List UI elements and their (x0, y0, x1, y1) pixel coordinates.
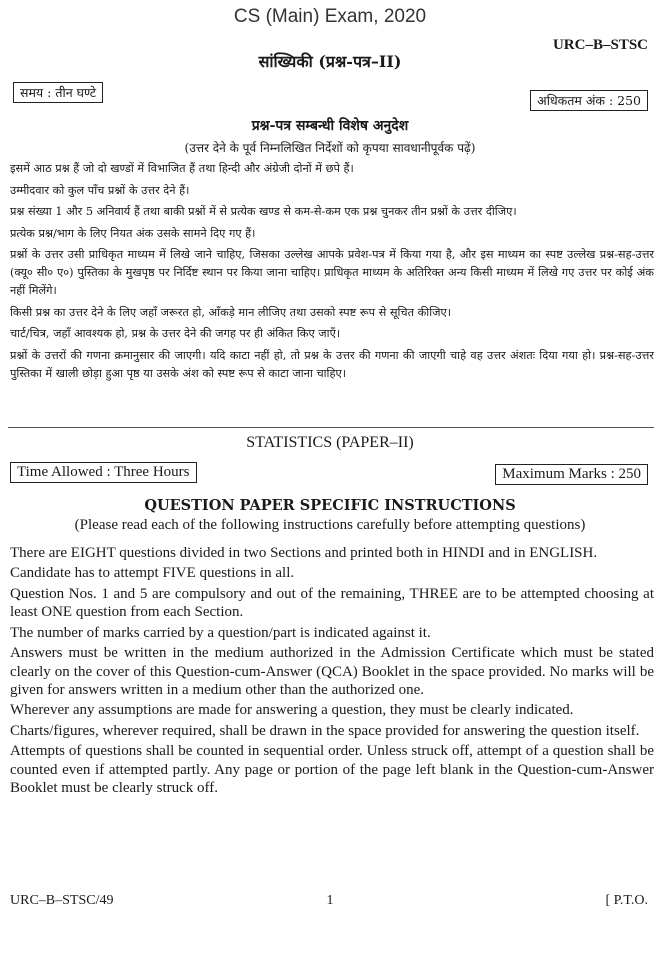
english-maximum-marks: Maximum Marks : 250 (495, 464, 648, 485)
hindi-instructions-title: प्रश्न-पत्र सम्बन्धी विशेष अनुदेश (251, 118, 409, 134)
section-divider (8, 427, 654, 428)
footer-paper-code: URC–B–STSC/49 (10, 893, 114, 908)
english-instruction: Charts/figures, wherever required, shall be drawn in the space provided for answering the question itself. (10, 722, 640, 739)
hindi-subject-title: सांख्यिकी (प्रश्न-पत्र–II) (258, 52, 402, 71)
hindi-time-allowed: समय : तीन घण्टे (13, 82, 103, 103)
paper-code: URC–B–STSC (552, 37, 648, 53)
english-instructions-title: QUESTION PAPER SPECIFIC INSTRUCTIONS (144, 497, 516, 514)
hindi-instruction: इसमें आठ प्रश्न हैं जो दो खण्डों में विभाजित हैं तथा हिन्दी और अंग्रेजी दोनों में छपे हैं। (10, 162, 354, 175)
english-instructions-body (10, 544, 654, 799)
hindi-instruction: उम्मीदवार को कुल पाँच प्रश्नों के उत्तर देने हैं। (10, 183, 190, 197)
english-instruction: Question Nos. 1 and 5 are compulsory and out of the remaining, THREE are to be attempted choosing at least ONE question from each Section. (10, 585, 654, 621)
english-instruction: Wherever any assumptions are made for answering a question, they must be clearly indicated. (10, 702, 574, 719)
hindi-instruction: किसी प्रश्न का उत्तर देने के लिए जहाँ जरूरत हो, आँकड़े मान लीजिए तथा उसको स्पष्ट रूप से सूचित कीजिए। (10, 305, 452, 319)
english-instruction: Answers must be written in the medium authorized in the Admission Certificate which must be stated clearly on the cover of this Question-cum-Answer (QCA) Booklet in the space provided. No marks will be given for answers written in a medium other than the authorized one. (10, 645, 654, 698)
hindi-instruction: चार्ट/चित्र, जहाँ आवश्यक हो, प्रश्न के उत्तर देने की जगह पर ही अंकित किए जाएँ। (10, 327, 341, 340)
page-number: 1 (326, 893, 334, 908)
exam-title: CS (Main) Exam, 2020 (233, 6, 427, 27)
hindi-instruction: प्रश्नों के उत्तरों की गणना क्रमानुसार की जाएगी। यदि काटा नहीं हो, तो प्रश्न के उत्तर की गणना की जाएगी चाहे वह उत्तर अंशतः दिया गया हो। प्रश्न-सह-उत्तर पुस्तिका में खाली छोड़ा हुआ पृष्ठ या उसके अंश को स्पष्ट रूप से काटा जाना चाहिए। (10, 348, 654, 380)
english-instruction: Attempts of questions shall be counted in sequential order. Unless struck off, attempt of a question shall be counted even if attempted partly. Any page or portion of the page left blank in the Question-cum-Answer Booklet must be clearly struck off. (10, 743, 654, 796)
hindi-instructions-subtitle: (उत्तर देने के पूर्व निम्नलिखित निर्देशों को कृपया सावधानीपूर्वक पढ़ें) (184, 141, 476, 155)
hindi-instruction: प्रत्येक प्रश्न/भाग के लिए नियत अंक उसके सामने दिए गए हैं। (10, 226, 256, 240)
please-turn-over: [ P.T.O. (605, 893, 648, 908)
english-instruction: The number of marks carried by a question/part is indicated against it. (10, 624, 431, 641)
hindi-maximum-marks: अधिकतम अंक : 250 (530, 90, 648, 111)
hindi-instruction: प्रश्नों के उत्तर उसी प्राधिकृत माध्यम में लिखे जाने चाहिए, जिसका उल्लेख आपके प्रवेश-पत्र में किया गया है, और इस माध्यम का स्पष्ट उल्लेख प्रश्न-सह-उत्तर (क्यू० सी० ए०) पुस्तिका के मुखपृष्ठ पर निर्दिष्ट स्थान पर किया जाना चाहिए। प्राधिकृत माध्यम के अतिरिक्त अन्य किसी माध्यम में लिखे गए उत्तर पर कोई अंक नहीं मिलेंगे। (10, 248, 654, 297)
english-subject-title: STATISTICS (PAPER–II) (246, 434, 414, 451)
hindi-instruction: प्रश्न संख्या 1 और 5 अनिवार्य हैं तथा बाकी प्रश्नों में से प्रत्येक खण्ड से कम-से-कम एक प्रश्न चुनकर तीन प्रश्नों के उत्तर दीजिए। (10, 205, 517, 218)
english-instruction: There are EIGHT questions divided in two Sections and printed both in HINDI and in ENGLISH. (10, 545, 598, 561)
english-time-allowed: Time Allowed : Three Hours (10, 462, 197, 483)
hindi-instructions-body (10, 160, 654, 386)
english-instructions-subtitle: (Please read each of the following instructions carefully before attempting questions) (74, 517, 586, 533)
english-instruction: Candidate has to attempt FIVE questions in all. (10, 565, 295, 582)
